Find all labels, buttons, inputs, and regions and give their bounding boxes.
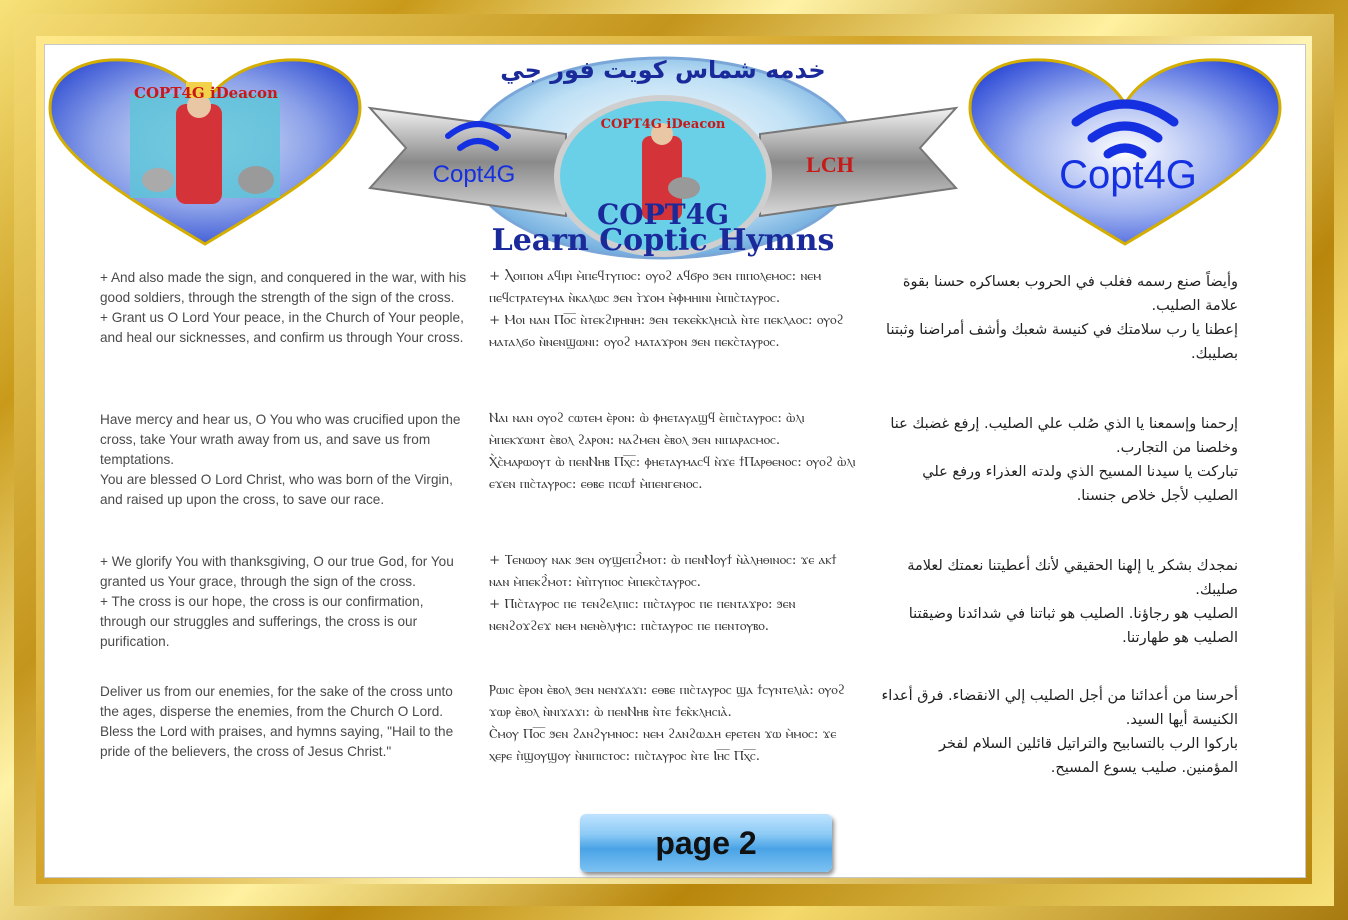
center-arc-text: Learn Coptic Hymns <box>491 223 835 258</box>
center-logo-top: COPT4G iDeacon <box>600 117 726 132</box>
center-banner-arabic: خدمه شماس كويت فور جي <box>500 56 826 84</box>
arabic-section-1 <box>880 270 1238 366</box>
left-logo-text: COPT4G iDeacon <box>134 84 278 102</box>
arabic-section-2 <box>880 412 1238 508</box>
arabic-section-3 <box>880 554 1238 650</box>
coptic-paragraph: Ⲭ̀ⲥ̀ⲙⲁⲣⲱⲟⲩⲧ ⲱ̀ ⲡⲉⲛⲚⲏⲃ Ⲡⲭ̅ⲥ̅: ⲫⲏⲉⲧⲁⲩⲙⲁⲥϥ ⲛ̀ϫⲉ ϯⲠⲁⲣⲑⲉⲛⲟⲥ: ⲟⲩⲟϩ ⲱ̀ⲗⲓ ⲉϫⲉⲛ ⲡⲓⲥ̀ⲧⲁⲩⲣⲟⲥ: ⲉⲑⲃⲉ ⲡⲥⲱϯ ⲙ̀ⲡⲉⲛⲅⲉⲛⲟⲥ. <box>489 455 856 492</box>
arabic-paragraph: تباركت يا سيدنا المسيح الذي ولدته العذراء ورفع علي الصليب لأجل خلاص جنسنا. <box>922 464 1238 504</box>
arabic-paragraph: إعطنا يا رب سلامتك في كنيسة شعبك وأشف أمراضنا وثبتنا بصليبك. <box>886 322 1238 362</box>
arabic-paragraph: نمجدك بشكر يا إلهنا الحقيقي لأنك أعطيتنا نعمتك لعلامة صليبك. <box>907 558 1238 598</box>
arabic-paragraph: أحرسنا من أعدائنا من أجل الصليب إلي الانقضاء. فرق أعداء الكنيسة أيها السيد. <box>881 688 1238 728</box>
right-logo-text: Copt4G <box>1059 153 1197 197</box>
english-paragraph: You are blessed O Lord Christ, who was born of the Virgin, and raised up upon the cross, to save our race. <box>100 472 453 507</box>
center-lch: LCH <box>806 152 854 177</box>
center-emblem-logo <box>366 48 960 260</box>
english-paragraph: + The cross is our hope, the cross is our confirmation, through our struggles and sufferings, the cross is our purification. <box>100 594 424 649</box>
coptic-section-4 <box>489 680 859 768</box>
center-big-copt4g: COPT4G <box>597 198 729 231</box>
coptic-section-1 <box>489 266 859 354</box>
coptic-section-2 <box>489 408 859 496</box>
english-paragraph: + And also made the sign, and conquered in the war, with his good soldiers, through the strength of the sign of the cross. <box>100 270 467 305</box>
coptic-paragraph: Ⲣⲱⲓⲥ ⲉ̀ⲣⲟⲛ ⲉ̀ⲃⲟⲗ ϧⲉⲛ ⲛⲉⲛϫⲁϫⲓ: ⲉⲑⲃⲉ ⲡⲓⲥ̀ⲧⲁⲩⲣⲟⲥ ϣⲁ ϯⲥⲩⲛⲧⲉⲗⲓⲁ̀: ⲟⲩⲟϩ ϫⲱⲣ ⲉ̀ⲃⲟⲗ ⲛ̀ⲛⲓϫⲁϫⲓ: ⲱ̀ ⲡⲉⲛⲚⲏⲃ ⲛ̀ⲧⲉ ϯⲉⲕ̀ⲕⲗⲏⲥⲓⲁ̀. <box>489 683 845 720</box>
english-section-4 <box>100 682 470 762</box>
coptic-paragraph: Ⲥ̀ⲙⲟⲩ Ⲡⲟ̅ⲥ̅ ϧⲉⲛ ϩⲁⲛϩⲩⲙⲛⲟⲥ: ⲛⲉⲙ ϩⲁⲛϩⲱⲇⲏ ⲉⲣⲉⲧⲉⲛ ϫⲱ ⲙ̀ⲙⲟⲥ: ϫⲉ ⲭⲉⲣⲉ ⲡ̀ϣⲟⲩϣⲟⲩ ⲛ̀ⲛⲓⲡⲓⲥⲧⲟⲥ: ⲡⲓⲥ̀ⲧⲁⲩⲣⲟⲥ ⲛ̀ⲧⲉ Ⲓⲏ̅ⲥ̅ Ⲡⲭ̅ⲥ̅. <box>489 727 837 764</box>
arabic-section-4 <box>880 684 1238 780</box>
page-number-button[interactable] <box>580 814 832 872</box>
coptic-paragraph: + Ⲧⲉⲛⲱⲟⲩ ⲛⲁⲕ ϧⲉⲛ ⲟⲩϣⲉⲡϩ̀ⲙⲟⲧ: ⲱ̀ ⲡⲉⲛⲚⲟⲩϯ ⲛ̀ⲁ̀ⲗⲏⲑⲓⲛⲟⲥ: ϫⲉ ⲁⲕϯ ⲛⲁⲛ ⲙ̀ⲡⲉⲕϩ̀ⲙⲟⲧ: ⲙ̀ⲡ̀ⲧⲩⲡⲟⲥ ⲙ̀ⲡⲉⲕⲥ̀ⲧⲁⲩⲣⲟⲥ. <box>489 553 837 590</box>
coptic-paragraph: + Ⲙⲟⲓ ⲛⲁⲛ Ⲡⲟ̅ⲥ̅ ⲛ̀ⲧⲉⲕϩⲓⲣⲏⲛⲏ: ϧⲉⲛ ⲧⲉⲕⲉⲕ̀ⲕⲗⲏⲥⲓⲁ̀ ⲛ̀ⲧⲉ ⲡⲉⲕⲗⲁⲟⲥ: ⲟⲩⲟϩ ⲙⲁⲧⲁⲗϭⲟ ⲛ̀ⲛⲉⲛϣⲱⲛⲓ: ⲟⲩⲟϩ ⲙⲁⲧⲁϫⲣⲟⲛ ϧⲉⲛ ⲡⲉⲕⲥ̀ⲧⲁⲩⲣⲟⲥ. <box>489 313 844 350</box>
left-heart-logo <box>46 56 364 248</box>
english-paragraph: + We glorify You with thanksgiving, O our true God, for You granted us Your grace, through the sign of the cross. <box>100 554 454 589</box>
coptic-paragraph: + Ⲡⲓⲥ̀ⲧⲁⲩⲣⲟⲥ ⲡⲉ ⲧⲉⲛϩⲉⲗⲡⲓⲥ: ⲡⲓⲥ̀ⲧⲁⲩⲣⲟⲥ ⲡⲉ ⲡⲉⲛⲧⲁϫⲣⲟ: ϧⲉⲛ ⲛⲉⲛϩⲟϫϩⲉϫ ⲛⲉⲙ ⲛⲉⲛⲑ̀ⲗⲓⲯⲓⲥ: ⲡⲓⲥ̀ⲧⲁⲩⲣⲟⲥ ⲡⲉ ⲡⲉⲛⲧⲟⲩⲃⲟ. <box>489 597 796 634</box>
center-copt4g: Copt4G <box>432 161 516 188</box>
arabic-paragraph: باركوا الرب بالتسابيح والتراتيل قائلين السلام لفخر المؤمنين. صليب يسوع المسيح. <box>939 736 1238 776</box>
coptic-paragraph: + Ⲗⲟⲓⲡⲟⲛ ⲁϥⲓⲣⲓ ⲙ̀ⲡⲉϥⲧⲩⲡⲟⲥ: ⲟⲩⲟϩ ⲁϥϭⲣⲟ ϧⲉⲛ ⲡⲓⲡⲟⲗⲉⲙⲟⲥ: ⲛⲉⲙ ⲡⲉϥⲥⲧⲣⲁⲧⲉⲩⲙⲁ ⲛ̀ⲕⲁⲗⲱⲥ ϧⲉⲛ ⲧ̀ϫⲟⲙ ⲙ̀ⲫⲙⲏⲓⲛⲓ ⲙ̀ⲡⲓⲥ̀ⲧⲁⲩⲣⲟⲥ. <box>489 269 822 306</box>
right-heart-logo <box>966 56 1284 248</box>
english-section-3 <box>100 552 470 652</box>
page-number-label: page 2 <box>655 824 757 861</box>
english-section-1 <box>100 268 470 348</box>
coptic-paragraph: Ⲛⲁⲓ ⲛⲁⲛ ⲟⲩⲟϩ ⲥⲱⲧⲉⲙ ⲉ̀ⲣⲟⲛ: ⲱ̀ ⲫⲏⲉⲧⲁⲩⲁϣϥ ⲉ̀ⲡⲓⲥ̀ⲧⲁⲩⲣⲟⲥ: ⲱ̀ⲗⲓ ⲙ̀ⲡⲉⲕϫⲱⲛⲧ ⲉ̀ⲃⲟⲗ ϩⲁⲣⲟⲛ: ⲛⲁϩⲙⲉⲛ ⲉ̀ⲃⲟⲗ ϧⲉⲛ ⲛⲓⲡⲁⲣⲁⲥⲙⲟⲥ. <box>489 411 805 448</box>
english-section-2 <box>100 410 470 510</box>
english-paragraph: Deliver us from our enemies, for the sake of the cross unto the ages, disperse the enemies, from the Church O Lord. <box>100 684 453 719</box>
arabic-paragraph: وأيضاً صنع رسمه فغلب في الحروب بعساكره حسنا بقوة علامة الصليب. <box>902 274 1238 314</box>
arabic-paragraph: إرحمنا وإسمعنا يا الذي صُلب علي الصليب. إرفع غضبك عنا وخلصنا من التجارب. <box>890 416 1238 456</box>
english-paragraph: Bless the Lord with praises, and hymns saying, "Hail to the pride of the believers, the cross of Jesus Christ." <box>100 724 454 759</box>
arabic-paragraph: الصليب هو رجاؤنا. الصليب هو ثباتنا في شدائدنا وضيقتنا الصليب هو طهارتنا. <box>908 606 1238 646</box>
coptic-section-3 <box>489 550 859 638</box>
english-paragraph: + Grant us O Lord Your peace, in the Church of Your people, and heal our sicknesses, and confirm us through Your cross. <box>100 310 464 345</box>
english-paragraph: Have mercy and hear us, O You who was crucified upon the cross, take Your wrath away from us, and save us from temptations. <box>100 412 461 467</box>
